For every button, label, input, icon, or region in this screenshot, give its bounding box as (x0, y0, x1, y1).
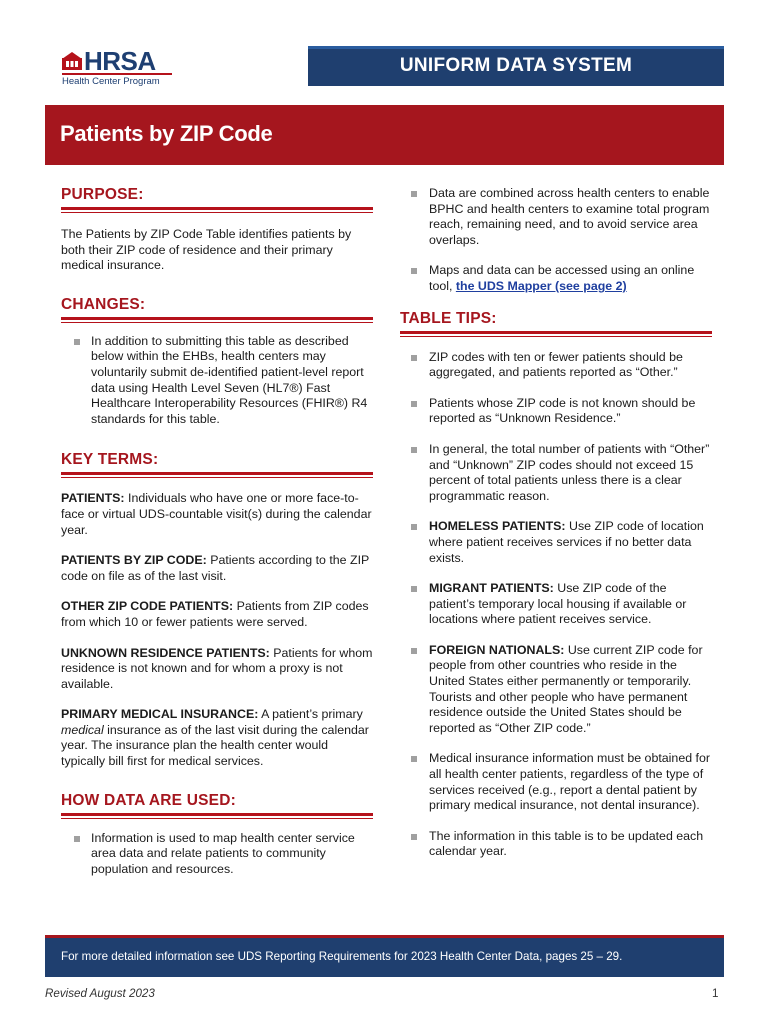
how-used-heading: HOW DATA ARE USED: (61, 792, 373, 816)
logo-wordmark: HRSA (84, 46, 156, 76)
list-item: In addition to submitting this table as described below within the EHBs, health centers may voluntarily submit de-identified patient-level report data using Health Level Seven (HL7®) Fast Healthcare Interoperability Resources (FHIR®) R4 standards for this table. (61, 334, 373, 428)
page-header (45, 46, 724, 88)
list-item: HOMELESS PATIENTS: Use ZIP code of location where patient receives services if no better data exists. (400, 519, 712, 566)
list-item: Maps and data can be accessed using an online tool, the UDS Mapper (see page 2) (400, 263, 712, 294)
list-item: Patients whose ZIP code is not known should be reported as “Unknown Residence.” (400, 396, 712, 427)
footer-band (45, 935, 724, 977)
left-column (61, 186, 373, 877)
uds-banner (308, 46, 724, 86)
list-item: MIGRANT PATIENTS: Use ZIP code of the patient’s temporary local housing if available or locations where patient receives service. (400, 581, 712, 628)
list-item: FOREIGN NATIONALS: Use current ZIP code for people from other countries who reside in the United States either permanently or temporarily. Tourists and other people who have permanent residence outside the United States should be reported as “Other ZIP code.” (400, 643, 712, 737)
page-title: Patients by ZIP Code (60, 121, 273, 146)
banner-title: UNIFORM DATA SYSTEM (399, 55, 633, 76)
term-unknown-residence: UNKNOWN RESIDENCE PATIENTS: Patients for whom residence is not known and for whom a proxy is not available. (61, 645, 373, 691)
list-item: The information in this table is to be updated each calendar year. (400, 829, 712, 860)
bullet-icon (411, 524, 417, 530)
bullet-icon (411, 355, 417, 361)
bullet-icon (411, 834, 417, 840)
bullet-icon (411, 401, 417, 407)
page-number: 1 (712, 987, 719, 1000)
term-other-zip: OTHER ZIP CODE PATIENTS: Patients from ZIP codes from which 10 or fewer patients were served. (61, 599, 369, 629)
bullet-icon (74, 339, 80, 345)
bullet-icon (411, 447, 417, 453)
logo-subtext: Health Center Program (62, 73, 172, 87)
bullet-icon (411, 191, 417, 197)
list-item: In general, the total number of patients with “Other” and “Unknown” ZIP codes should not exceed 15 percent of total patients unless there is a clear programmatic reason. (400, 442, 712, 504)
footer-note: For more detailed information see UDS Reporting Requirements for 2023 Health Center Data, pages 25 – 29. (61, 950, 623, 963)
list-item: Data are combined across health centers to enable BPHC and health centers to examine total program reach, remaining need, and to avoid service area overlaps. (400, 186, 712, 248)
term-patients: PATIENTS: Individuals who have one or more face-to-face or virtual UDS-countable visit(s) during the calendar year. (61, 491, 372, 537)
hrsa-logo[interactable] (62, 46, 212, 88)
list-item: Information is used to map health center service area data and relate patients to community population and resources. (61, 831, 373, 878)
bullet-icon (411, 268, 417, 274)
bullet-icon (411, 648, 417, 654)
right-column (400, 186, 712, 875)
revised-date: Revised August 2023 (45, 987, 155, 1000)
how-used-list (61, 831, 373, 878)
table-tips-heading: TABLE TIPS: (400, 310, 712, 334)
changes-heading: CHANGES: (61, 296, 373, 320)
purpose-heading: PURPOSE: (61, 186, 373, 210)
list-item: ZIP codes with ten or fewer patients should be aggregated, and patients reported as “Other.” (400, 350, 712, 381)
bullet-icon (411, 756, 417, 762)
data-use-list (400, 186, 712, 295)
hhs-eagle-icon (62, 52, 82, 70)
table-tips-list (400, 350, 712, 860)
uds-mapper-link[interactable]: the UDS Mapper (see page 2) (455, 278, 627, 293)
term-primary-insurance: PRIMARY MEDICAL INSURANCE: A patient’s primary medical insurance as of the last visit during the calendar year. The insurance plan the health center would typically bill first for medical services. (61, 707, 369, 769)
bullet-icon (411, 586, 417, 592)
key-terms-heading: KEY TERMS: (61, 451, 373, 475)
term-patients-by-zip: PATIENTS BY ZIP CODE: Patients according to the ZIP code on file as of the last visit. (61, 553, 370, 583)
bullet-icon (74, 836, 80, 842)
changes-list (61, 334, 373, 428)
list-item: Medical insurance information must be obtained for all health center patients, regardless of the type of services received (e.g., report a dental patient by primary medical insurance, not dental insurance). (400, 751, 712, 813)
purpose-text: The Patients by ZIP Code Table identifies patients by both their ZIP code of residence and their primary medical insurance. (61, 227, 352, 273)
title-bar (45, 105, 724, 165)
